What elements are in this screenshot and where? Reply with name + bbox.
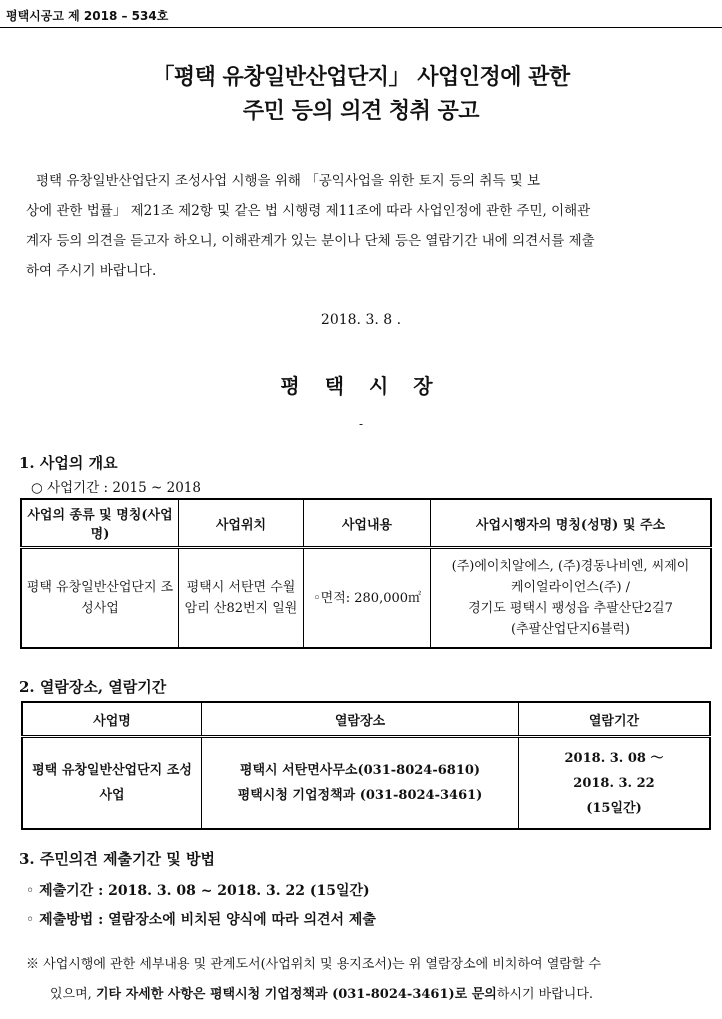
section-2-heading: 2. 열람장소, 열람기간 [19,678,167,696]
period-line: (15일간) [586,800,642,816]
place-line: 평택시청 기업정책과 (031-8024-3461) [237,788,483,803]
body-line: 하여 주시기 바랍니다. [26,263,157,279]
period-line: 2018. 3. 22 [573,775,655,791]
notice-date: 2018. 3. 8 . [320,312,402,328]
footnote-text: 있으며, [50,987,96,1002]
cell-location: 평택시 서탄면 수월암리 산82번지 일원 [179,548,304,649]
col-header-project-name: 사업의 종류 및 명칭(사업명) [21,499,179,548]
footnote-line-1: ※ 사업시행에 관한 세부내용 및 관계도서(사업위치 및 용지조서)는 위 열람장소에 비치하여 열람할 수 [26,957,602,972]
issuer-name: 평 택 시 장 [280,374,442,398]
operator-line: 케이얼라이언스(주) / [510,580,631,595]
footnote-line-2 [26,980,706,1010]
col-header-period: 열람기간 [519,702,711,737]
operator-line: 경기도 평택시 팽성읍 추팔산단2길7 [468,601,673,616]
cell-project: 평택 유창일반산업단지 조성사업 [22,737,202,830]
footnote [26,950,706,1010]
notice-body [26,166,696,286]
body-line: 계자 등의 의견을 듣고자 하오니, 이해관계가 있는 분이나 단체 등은 열람기간 내에 의견서를 제출 [26,233,595,249]
operator-line: (주)에이치알에스, (주)경동나비엔, 씨제이 [451,559,690,574]
period-line: 2018. 3. 08 ～ [564,750,664,766]
col-header-content: 사업내용 [304,499,431,548]
col-header-location: 사업위치 [179,499,304,548]
cell-project-name: 평택 유창일반산업단지 조성사업 [21,548,179,649]
col-header-project: 사업명 [22,702,202,737]
title-line-1: 「평택 유창일반산업단지」 사업인정에 관한 [152,65,570,90]
table-header-row [22,702,710,737]
table-row [21,548,711,649]
cell-period [519,737,711,830]
inspection-table [21,701,711,830]
cell-operator [431,548,712,649]
col-header-place: 열람장소 [202,702,519,737]
body-line: 평택 유창일반산업단지 조성사업 시행을 위해 「공익사업을 위한 토지 등의 취득 및 보 [36,173,541,189]
project-period: ○ 사업기간 : 2015 ~ 2018 [31,480,201,496]
project-overview-table [20,498,712,649]
table-header-row [21,499,711,548]
section-3-heading: 3. 주민의견 제출기간 및 방법 [19,850,215,868]
submission-period: ◦ 제출기간 : 2018. 3. 08 ~ 2018. 3. 22 (15일간) [26,883,370,899]
operator-line: (추팔산업단지6블럭) [511,622,630,637]
place-line: 평택시 서탄면사무소(031-8024-6810) [239,763,481,778]
document-number: 평택시공고 제 2018 – 534호 [6,9,169,23]
cell-place [202,737,519,830]
cell-content: ◦면적: 280,000㎡ [304,548,431,649]
col-header-operator: 사업시행자의 명칭(성명) 및 주소 [431,499,712,548]
header-divider [0,27,722,28]
submission-method: ◦ 제출방법 : 열람장소에 비치된 양식에 따라 의견서 제출 [26,912,376,928]
footnote-text: 하시기 바랍니다. [496,987,594,1002]
separator-dash: - [358,417,364,431]
body-line: 상에 관한 법률」 제21조 제2항 및 같은 법 시행령 제11조에 따라 사업인정에 관한 주민, 이해관 [26,203,591,219]
title-line-2: 주민 등의 의견 청취 공고 [242,99,480,124]
table-row [22,737,710,830]
section-1-heading: 1. 사업의 개요 [19,454,118,472]
footnote-contact: 기타 자세한 사항은 평택시청 기업정책과 (031-8024-3461)로 문의 [95,987,497,1002]
